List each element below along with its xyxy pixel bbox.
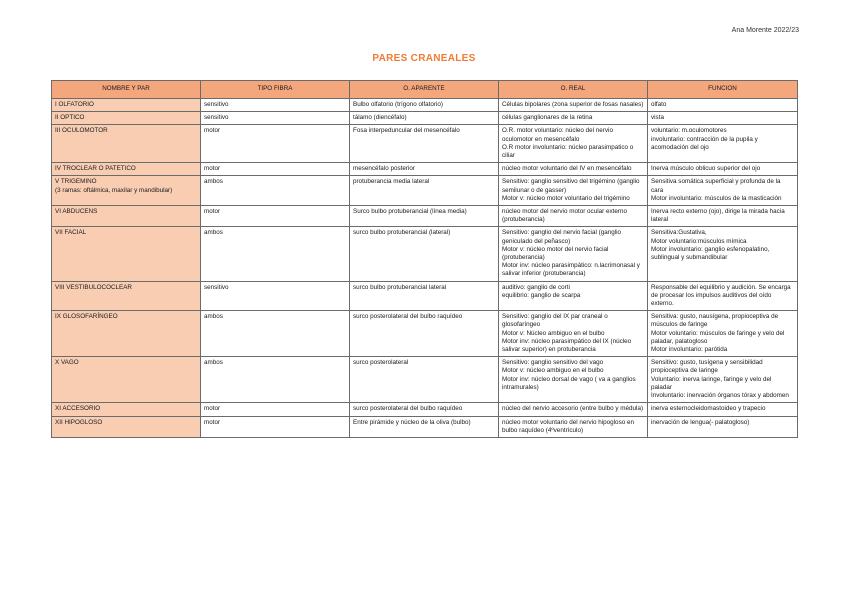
table-row xyxy=(52,125,798,163)
header-nombre: NOMBRE Y PAR xyxy=(52,81,201,99)
cell-real: O.R. motor voluntario: núcleo del nervio oculomotor en mesencéfalo O.R motor involuntario: núcleo parasimpatico o ciliar xyxy=(499,125,648,163)
table-body xyxy=(52,99,798,438)
cell-aparente: protuberancia media lateral xyxy=(350,176,499,206)
cell-real: núcleo motor del nervio motor ocular externo (protuberancia) xyxy=(499,206,648,227)
cell-nombre: IV TROCLEAR O PATETICO xyxy=(52,163,201,176)
cell-nombre: XI ACCESORIO xyxy=(52,403,201,416)
cell-real: Sensitivo: ganglio del IX par craneal o glosofaríngeo Motor v: Núcleo ambiguo en el bulbo Motor inv: núcleo parasimpático del IX (núcleo salivar superior) en protuberancia xyxy=(499,311,648,357)
table-row xyxy=(52,416,798,437)
cell-real: núcleo motor voluntario del nervio hipogloso en bulbo raquídeo (4ºventrículo) xyxy=(499,416,648,437)
cell-real: Sensitivo: ganglio sensitivo del trigémino (ganglio semilunar o de gasser) Motor v: núcleo motor voluntario del trigémino xyxy=(499,176,648,206)
cell-nombre: III OCULOMOTOR xyxy=(52,125,201,163)
table-header xyxy=(52,81,798,99)
header-origen-real: O. REAL xyxy=(499,81,648,99)
cell-real: auditivo: ganglio de corti equilibrio: ganglio de scarpa xyxy=(499,281,648,311)
table-row xyxy=(52,227,798,281)
header-tipo-fibra: TIPO FIBRA xyxy=(201,81,350,99)
header-origen-aparente: O. APARENTE xyxy=(350,81,499,99)
table-row xyxy=(52,281,798,311)
cell-funcion: vista xyxy=(648,112,798,125)
cell-real: núcleo motor voluntario del IV en mesencéfalo xyxy=(499,163,648,176)
author-label: Ana Morente 2022/23 xyxy=(731,27,799,34)
cell-tipo: ambos xyxy=(201,357,350,403)
table-row xyxy=(52,403,798,416)
cell-real: Sensitivo: ganglio del nervio facial (ganglio geniculado del peñasco) Motor v: núcleo motor del nervio facial (protuberancia) Motor inv: núcleo parasimpático: n.lacrimonasal y salivar inferior (protuberancia) xyxy=(499,227,648,281)
cell-real: Células bipolares (zona superior de fosas nasales) xyxy=(499,99,648,112)
cell-funcion: Sensitivo: gusto, tusígena y sensibilidad propioceptiva de laringe Voluntario: inerva laringe, faringe y velo del paladar Involuntario: inervación órganos tórax y abdomen xyxy=(648,357,798,403)
table-row xyxy=(52,176,798,206)
table-row xyxy=(52,99,798,112)
cell-aparente: Bulbo olfatorio (trígono olfatorio) xyxy=(350,99,499,112)
cell-funcion: Responsable del equilibrio y audición. Se encarga de procesar los impulsos auditivos del oído externo. xyxy=(648,281,798,311)
cell-real: Sensitivo: ganglio sensitivo del vago Motor v: núcleo ambiguo en el bulbo Motor inv: núcleo dorsal de vago ( va a ganglios intramurales) xyxy=(499,357,648,403)
cell-funcion: olfato xyxy=(648,99,798,112)
cell-funcion: Inerva recto externo (ojo), dirige la mirada hacia lateral xyxy=(648,206,798,227)
cell-tipo: sensitivo xyxy=(201,281,350,311)
cell-tipo: motor xyxy=(201,403,350,416)
cell-funcion: inervación de lengua(- palatogloso) xyxy=(648,416,798,437)
cell-nombre: VIII VESTIBULOCOCLEAR xyxy=(52,281,201,311)
cell-aparente: surco posterolateral del bulbo raquídeo xyxy=(350,311,499,357)
cell-nombre: VII FACIAL xyxy=(52,227,201,281)
cell-aparente: surco posterolateral del bulbo raquídeo xyxy=(350,403,499,416)
cell-aparente: tálamo (diencéfalo) xyxy=(350,112,499,125)
cell-tipo: sensitivo xyxy=(201,112,350,125)
cell-nombre: V TRIGEMINO (3 ramas: oftálmica, maxilar y mandibular) xyxy=(52,176,201,206)
cell-tipo: ambos xyxy=(201,227,350,281)
header-funcion: FUNCION xyxy=(648,81,798,99)
cell-aparente: surco bulbo protuberancial (lateral) xyxy=(350,227,499,281)
cell-nombre: I OLFATORIO xyxy=(52,99,201,112)
cell-nombre: IX GLOSOFARÍNGEO xyxy=(52,311,201,357)
cell-aparente: surco posterolateral xyxy=(350,357,499,403)
cell-aparente: Fosa interpeduncular del mesencéfalo xyxy=(350,125,499,163)
cell-real: células ganglionares de la retina xyxy=(499,112,648,125)
table-row xyxy=(52,206,798,227)
cell-funcion: voluntario: m.oculomotores involuntario: contracción de la pupila y acomodación del ojo xyxy=(648,125,798,163)
cell-nombre: VI ABDUCENS xyxy=(52,206,201,227)
table-row xyxy=(52,112,798,125)
cell-funcion: inerva esternocleidomastoideo y trapecio xyxy=(648,403,798,416)
table-row xyxy=(52,163,798,176)
cell-funcion: Inerva músculo oblicuo superior del ojo xyxy=(648,163,798,176)
cell-aparente: Entre pirámide y núcleo de la oliva (bulbo) xyxy=(350,416,499,437)
cell-tipo: motor xyxy=(201,163,350,176)
cell-funcion: Sensitiva somática superficial y profunda de la cara Motor involuntario: músculos de la masticación xyxy=(648,176,798,206)
cell-aparente: Surco bulbo protuberancial (línea media) xyxy=(350,206,499,227)
header-row xyxy=(52,81,798,99)
cell-real: núcleo del nervio accesorio (entre bulbo y médula) xyxy=(499,403,648,416)
cell-tipo: motor xyxy=(201,416,350,437)
cell-nombre: XII HIPOGLOSO xyxy=(52,416,201,437)
table-row xyxy=(52,357,798,403)
table-row xyxy=(52,311,798,357)
cell-funcion: Sensitiva:Gustativa, Motor voluntario:músculos mímica Motor involuntario: ganglio esfenopalatino, sublingual y submandibular xyxy=(648,227,798,281)
cell-tipo: sensitivo xyxy=(201,99,350,112)
page-title: PARES CRANEALES xyxy=(372,53,476,64)
cranial-nerves-table xyxy=(51,80,798,438)
cell-nombre: X VAGO xyxy=(52,357,201,403)
cell-nombre: II OPTICO xyxy=(52,112,201,125)
cell-tipo: ambos xyxy=(201,176,350,206)
cell-aparente: mesencéfalo posterior xyxy=(350,163,499,176)
cell-tipo: motor xyxy=(201,125,350,163)
cell-tipo: motor xyxy=(201,206,350,227)
cell-tipo: ambos xyxy=(201,311,350,357)
cell-aparente: surco bulbo protuberancial lateral xyxy=(350,281,499,311)
cell-funcion: Sensitiva: gusto, nausígena, propioceptiva de músculos de faringe Motor voluntario: músculos de faringe y velo del paladar, palatogloso Motor involuntario: parótida xyxy=(648,311,798,357)
